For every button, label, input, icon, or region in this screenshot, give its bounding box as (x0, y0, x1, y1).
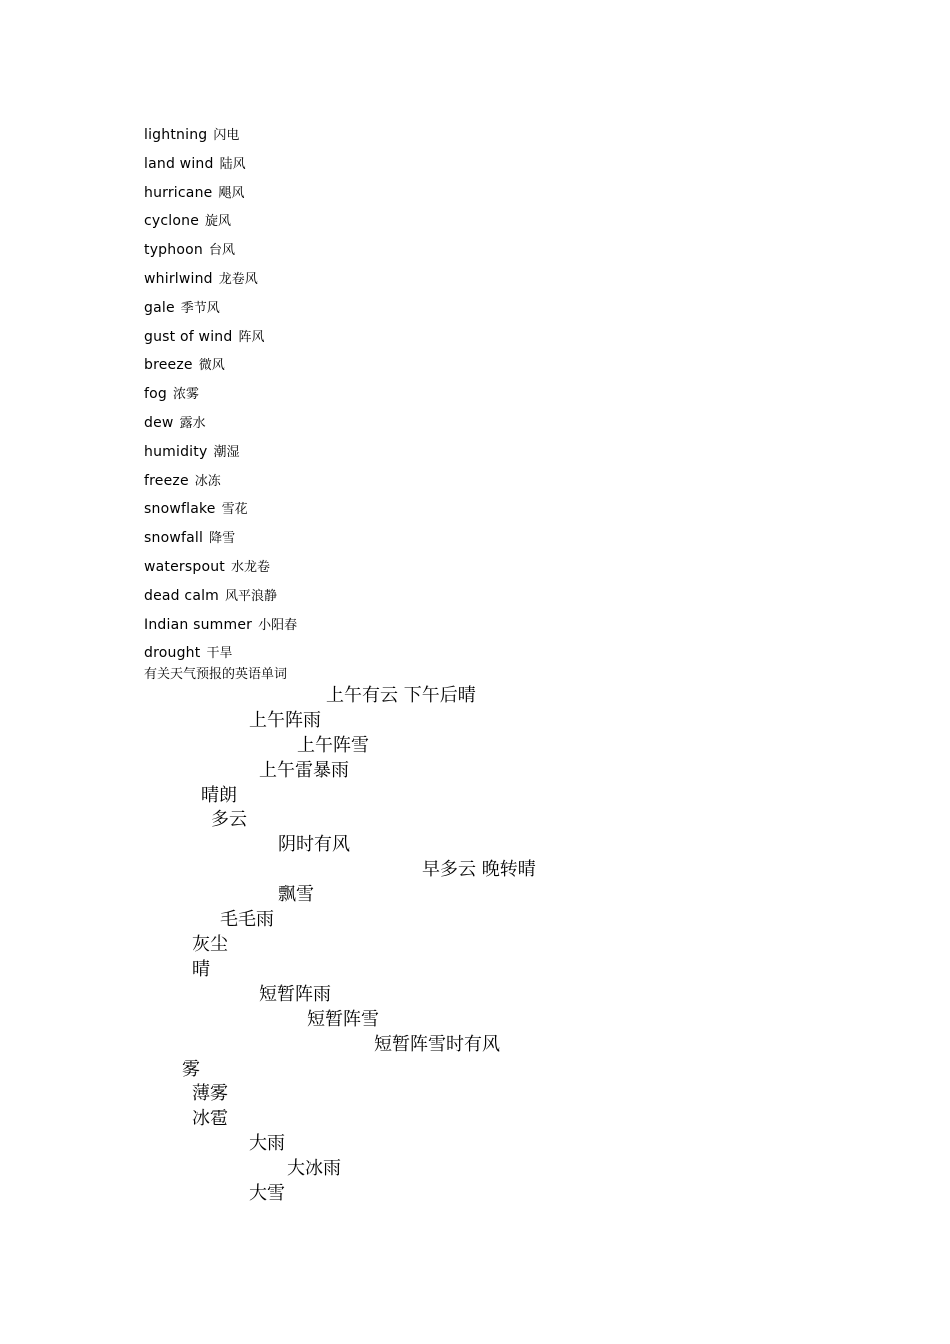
vocab-english: dead calm (144, 587, 220, 604)
forecast-term: 短暂阵雨 (259, 984, 331, 1005)
forecast-term: 上午雷暴雨 (259, 760, 349, 781)
forecast-term: 阴时有风 (278, 834, 350, 855)
vocab-item (144, 470, 297, 499)
forecast-term: 大冰雨 (287, 1158, 341, 1179)
vocab-english: gale (144, 299, 175, 316)
vocab-chinese: 水龙卷 (231, 559, 271, 575)
vocab-item (144, 297, 297, 326)
forecast-term: 短暂阵雪 (307, 1009, 379, 1030)
vocab-chinese: 降雪 (209, 531, 236, 547)
vocab-chinese: 闪电 (213, 128, 240, 143)
forecast-term: 晴 (192, 959, 210, 980)
vocab-english: dew (144, 414, 174, 431)
vocab-chinese: 飓风 (218, 185, 245, 201)
vocab-chinese: 季节风 (180, 300, 220, 316)
vocab-chinese: 冰冻 (194, 473, 221, 489)
forecast-term: 大雨 (249, 1133, 285, 1154)
forecast-term: 早多云 晚转晴 (422, 859, 536, 880)
vocab-item (144, 441, 297, 470)
vocab-item (144, 326, 297, 355)
vocab-item (144, 527, 297, 556)
vocab-english: drought (144, 645, 201, 662)
vocab-english: snowflake (144, 501, 216, 518)
forecast-term: 灰尘 (192, 934, 228, 955)
vocab-english: snowfall (144, 530, 204, 547)
vocab-chinese: 微风 (198, 358, 225, 374)
vocab-chinese: 风平浪静 (225, 588, 278, 604)
forecast-term: 上午阵雨 (249, 710, 321, 731)
vocab-item (144, 498, 297, 527)
vocab-english: freeze (144, 472, 189, 489)
forecast-term: 多云 (211, 809, 247, 830)
vocab-item (144, 412, 297, 441)
forecast-term: 雾 (182, 1059, 200, 1080)
vocab-english: whirlwind (144, 270, 213, 287)
vocab-chinese: 浓雾 (172, 387, 199, 403)
vocab-chinese: 雪花 (221, 502, 248, 518)
forecast-term: 上午阵雪 (297, 735, 369, 756)
vocab-chinese: 潮湿 (213, 444, 240, 460)
vocab-item (144, 182, 297, 211)
forecast-term: 大雪 (249, 1183, 285, 1204)
vocab-chinese: 小阳春 (258, 617, 298, 633)
vocab-english: lightning (144, 127, 208, 143)
vocab-english: fog (144, 386, 167, 403)
vocab-chinese: 露水 (179, 415, 206, 431)
vocab-english: waterspout (144, 558, 225, 575)
vocab-english: hurricane (144, 184, 213, 201)
vocab-item (144, 210, 297, 239)
forecast-term: 冰雹 (192, 1108, 228, 1129)
vocab-english: Indian summer (144, 616, 253, 633)
vocab-english: land wind (144, 155, 214, 172)
vocab-chinese: 旋风 (205, 214, 232, 230)
forecast-term: 晴朗 (201, 785, 237, 806)
vocab-chinese: 干旱 (206, 646, 233, 662)
vocab-chinese: 陆风 (219, 156, 246, 172)
forecast-term: 毛毛雨 (220, 909, 274, 930)
vocab-item (144, 124, 297, 153)
vocab-english: humidity (144, 443, 208, 460)
vocab-item (144, 268, 297, 297)
vocab-item (144, 614, 297, 643)
forecast-term: 薄雾 (192, 1083, 228, 1104)
vocab-english: cyclone (144, 213, 200, 230)
forecast-section-heading: 有关天气预报的英语单词 (144, 667, 288, 682)
vocab-item (144, 585, 297, 614)
vocab-english: breeze (144, 357, 193, 374)
vocab-item (144, 153, 297, 182)
vocab-item (144, 556, 297, 585)
vocab-item (144, 383, 297, 412)
forecast-term: 上午有云 下午后晴 (326, 685, 476, 706)
vocab-chinese: 台风 (208, 243, 235, 259)
vocab-chinese: 龙卷风 (218, 271, 258, 287)
forecast-term: 短暂阵雪时有风 (374, 1034, 500, 1055)
vocab-item (144, 354, 297, 383)
vocab-english: typhoon (144, 242, 203, 259)
weather-vocab-list (144, 124, 297, 671)
vocab-item (144, 239, 297, 268)
vocab-chinese: 阵风 (238, 329, 265, 345)
vocab-english: gust of wind (144, 328, 233, 345)
forecast-term: 飘雪 (278, 884, 314, 905)
